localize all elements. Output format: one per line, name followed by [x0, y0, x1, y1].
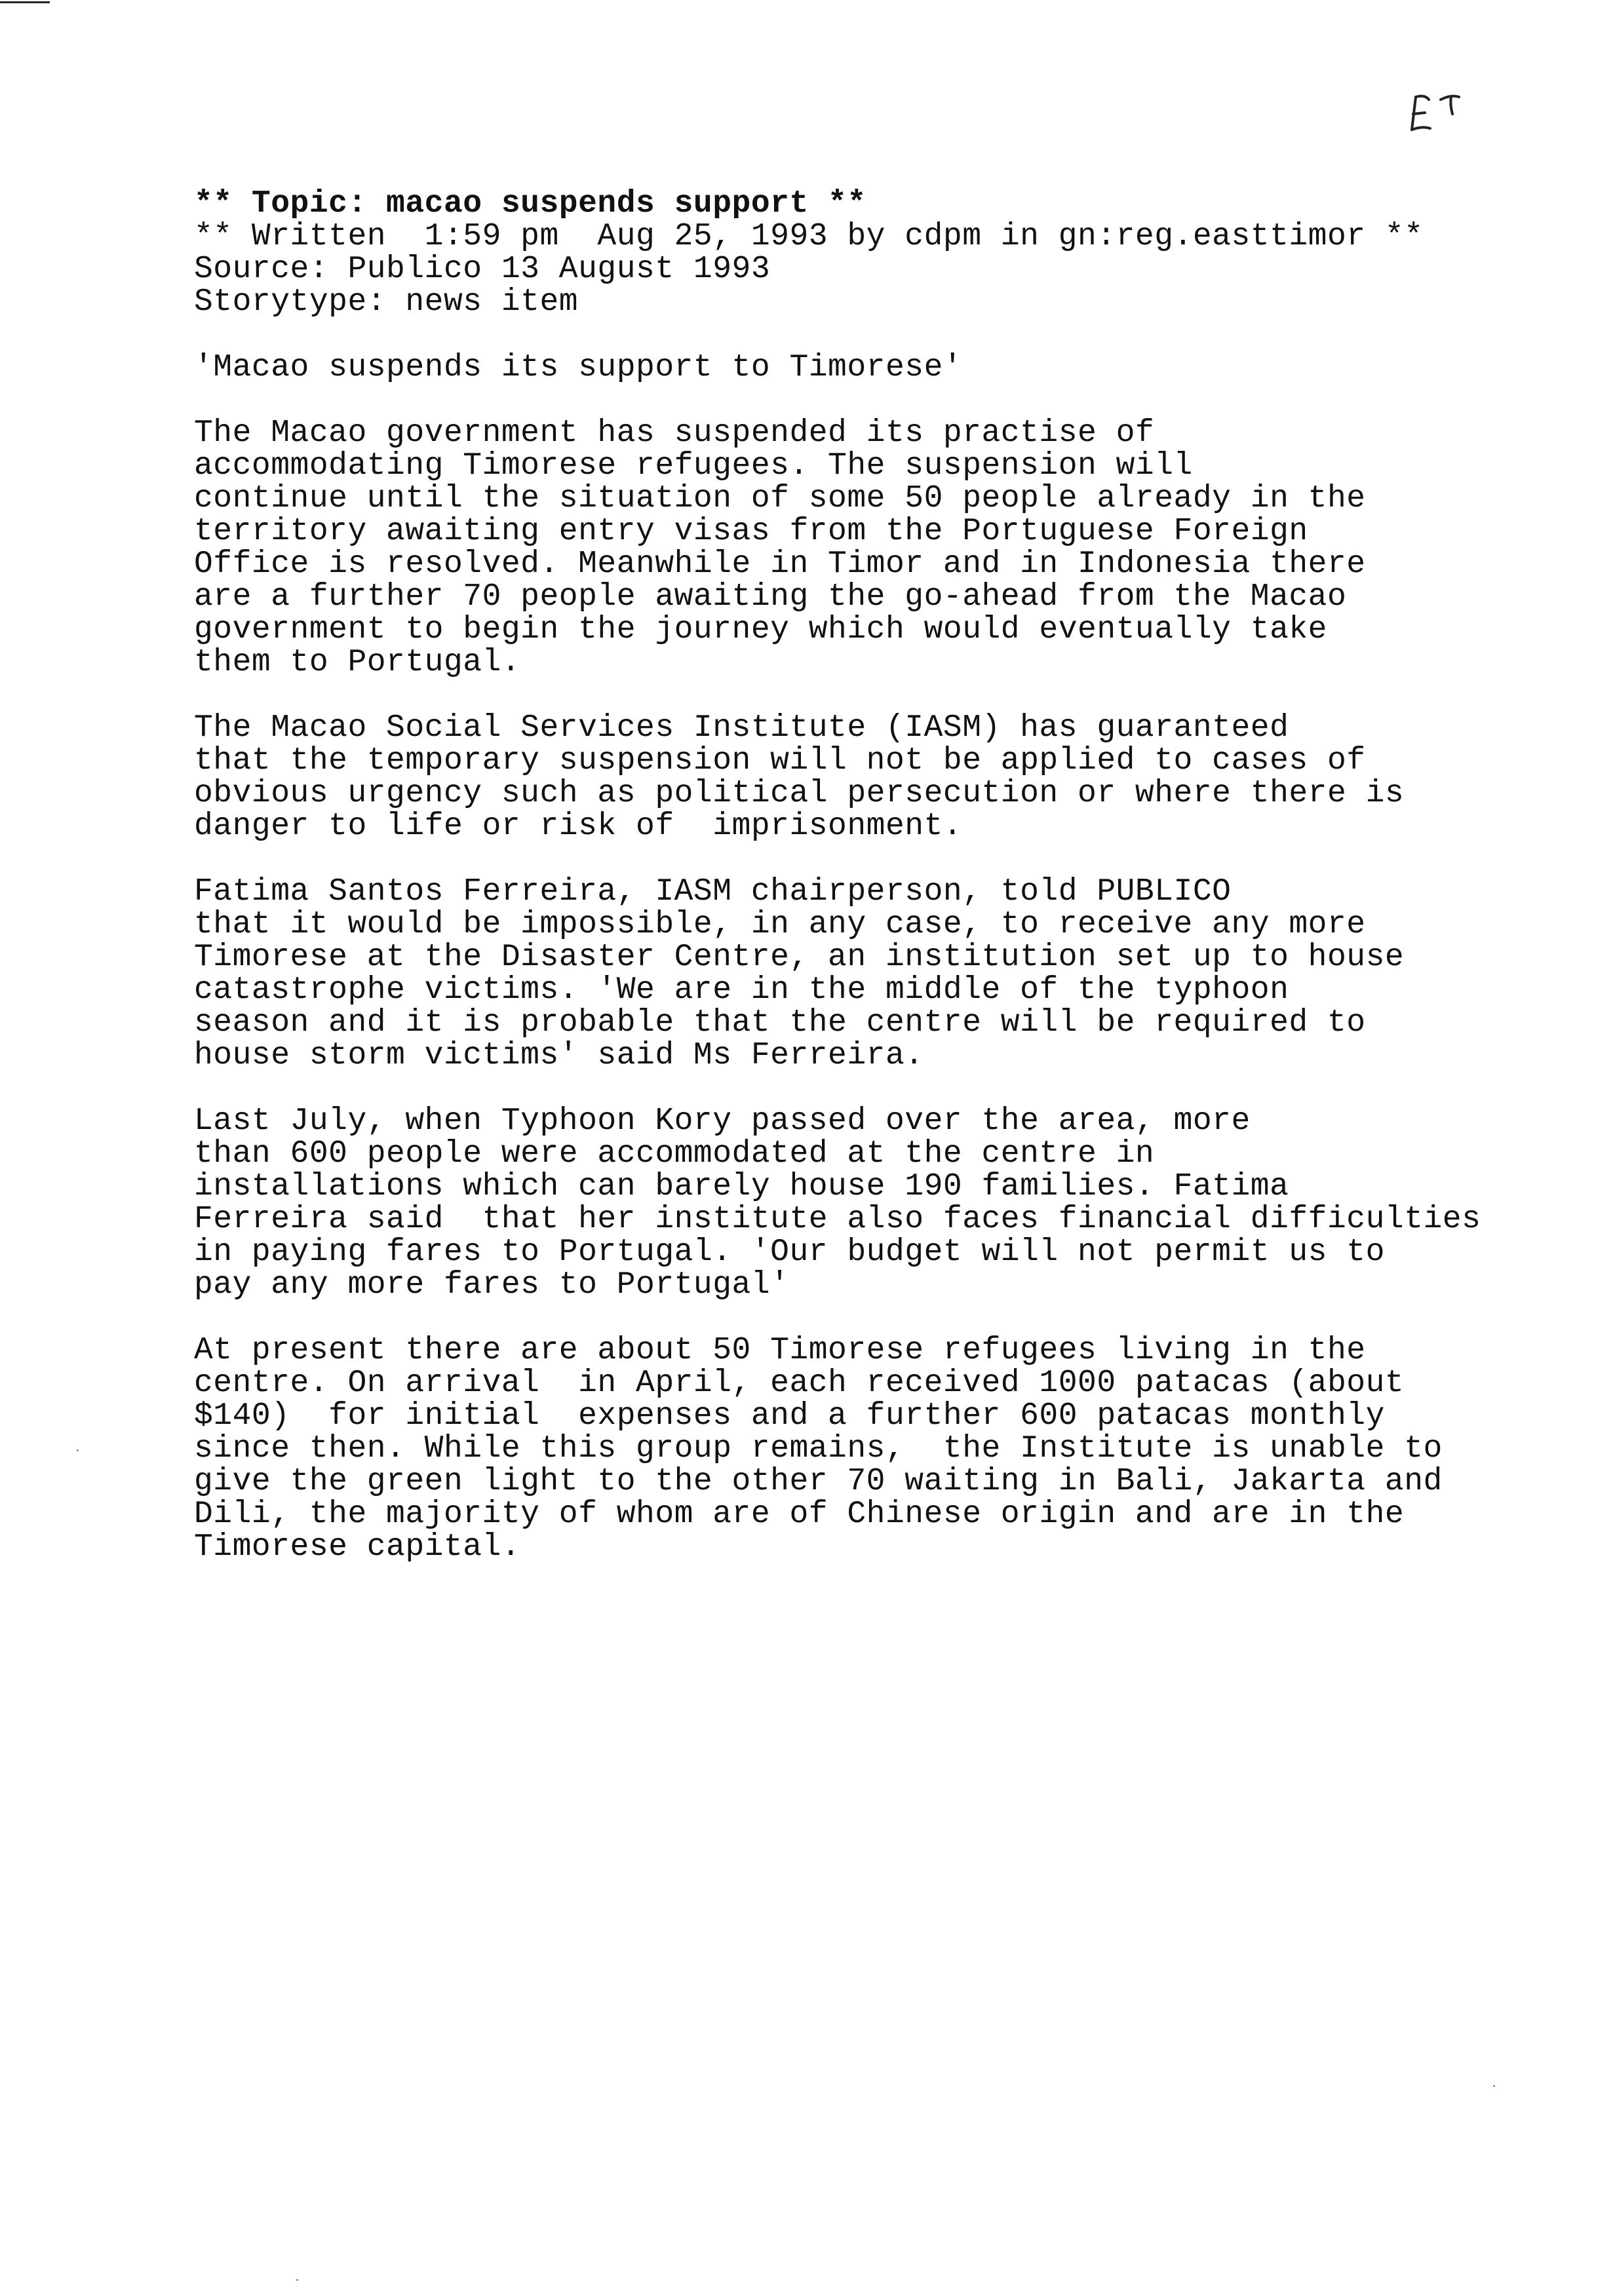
paragraph-line: The Macao government has suspended its practise of — [194, 415, 1155, 451]
paragraph-line: centre. On arrival in April, each received 1000 patacas (about — [194, 1366, 1405, 1401]
paragraph-line: are a further 70 people awaiting the go-ahead from the Macao — [194, 579, 1347, 615]
paragraph-line: since then. While this group remains, the Institute is unable to — [194, 1431, 1443, 1466]
paragraph-line: Office is resolved. Meanwhile in Timor and in Indonesia there — [194, 546, 1366, 582]
paragraph-line: give the green light to the other 70 waiting in Bali, Jakarta and — [194, 1464, 1443, 1499]
paragraph-line: Ferreira said that her institute also faces financial difficulties — [194, 1202, 1481, 1237]
paragraph-line: Dili, the majority of whom are of Chinese origin and are in the — [194, 1497, 1405, 1532]
scan-speck — [296, 2279, 298, 2281]
storytype-line: Storytype: news item — [194, 284, 579, 320]
paragraph — [194, 875, 1518, 1072]
news-item — [194, 187, 1518, 1563]
paragraph-line: territory awaiting entry visas from the Portuguese Foreign — [194, 514, 1308, 549]
paragraph-line: them to Portugal. — [194, 645, 521, 680]
paragraph-line: that the temporary suspension will not be applied to cases of — [194, 743, 1366, 778]
paragraph-line: Last July, when Typhoon Kory passed over the area, more — [194, 1103, 1251, 1139]
paragraph — [194, 712, 1518, 843]
paragraph-line: At present there are about 50 Timorese refugees living in the — [194, 1333, 1366, 1368]
message-header — [194, 187, 1518, 318]
scan-edge-mark — [0, 1, 50, 3]
topic-line: ** Topic: macao suspends support ** — [194, 186, 866, 221]
paragraph-line: that it would be impossible, in any case, to receive any more — [194, 907, 1366, 942]
article-body — [194, 417, 1518, 1563]
paragraph-line: The Macao Social Services Institute (IASM) has guaranteed — [194, 710, 1289, 746]
paragraph-line: Timorese at the Disaster Centre, an institution set up to house — [194, 940, 1405, 975]
headline: 'Macao suspends its support to Timorese' — [194, 350, 963, 385]
paragraph-line: danger to life or risk of imprisonment. — [194, 809, 963, 844]
source-line: Source: Publico 13 August 1993 — [194, 252, 771, 287]
scan-speck — [1493, 2085, 1495, 2087]
paragraph-line: than 600 people were accommodated at the centre in — [194, 1136, 1155, 1172]
paragraph-line: installations which can barely house 190 families. Fatima — [194, 1169, 1289, 1204]
paragraph-line: $140) for initial expenses and a further 600 patacas monthly — [194, 1398, 1385, 1434]
paragraph-line: house storm victims' said Ms Ferreira. — [194, 1038, 924, 1073]
paragraph — [194, 1334, 1518, 1563]
written-line: ** Written 1:59 pm Aug 25, 1993 by cdpm in gn:reg.easttimor ** — [194, 219, 1424, 254]
paragraph-line: Timorese capital. — [194, 1529, 521, 1565]
paragraph — [194, 417, 1518, 679]
paragraph-line: Fatima Santos Ferreira, IASM chairperson, told PUBLICO — [194, 874, 1232, 909]
paragraph-line: catastrophe victims. 'We are in the middle of the typhoon — [194, 972, 1289, 1008]
handwritten-annotation — [1403, 85, 1468, 138]
paragraph-line: obvious urgency such as political persecution or where there is — [194, 776, 1405, 811]
paragraph-line: pay any more fares to Portugal' — [194, 1267, 790, 1303]
paragraph — [194, 1105, 1518, 1301]
scan-speck — [77, 1449, 79, 1451]
paragraph-line: government to begin the journey which would eventually take — [194, 612, 1327, 647]
paragraph-line: continue until the situation of some 50 people already in the — [194, 481, 1366, 516]
paragraph-line: in paying fares to Portugal. 'Our budget will not permit us to — [194, 1234, 1385, 1270]
paragraph-line: season and it is probable that the centre will be required to — [194, 1005, 1366, 1041]
paragraph-line: accommodating Timorese refugees. The suspension will — [194, 448, 1193, 484]
